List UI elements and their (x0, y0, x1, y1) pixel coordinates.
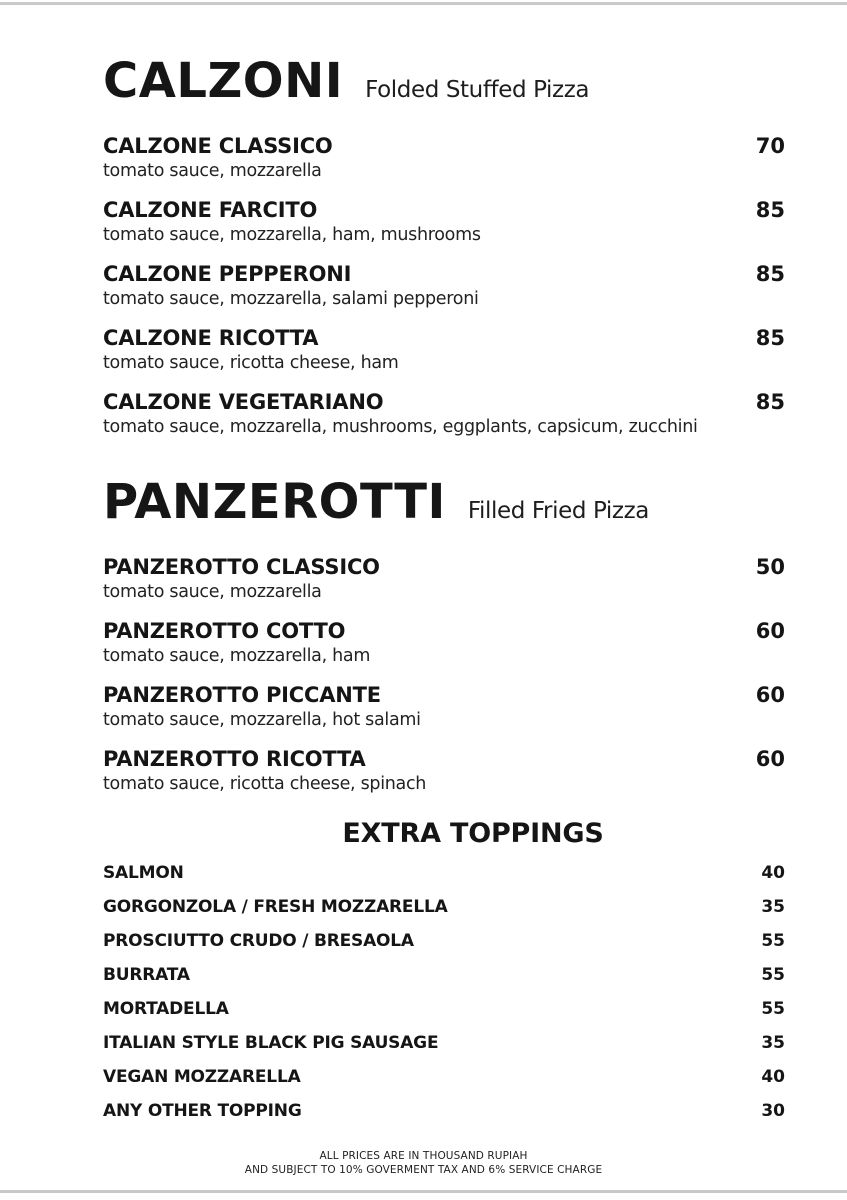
topping-name: VEGAN MOZZARELLA (103, 1067, 301, 1087)
item-price: 85 (755, 390, 785, 414)
item-description: tomato sauce, ricotta cheese, spinach (103, 774, 427, 794)
menu-item (103, 260, 785, 311)
item-row (103, 553, 785, 581)
item-description: tomato sauce, ricotta cheese, ham (103, 353, 399, 373)
item-row (103, 745, 785, 773)
item-row (103, 388, 785, 416)
topping-name: BURRATA (103, 965, 190, 985)
topping-row (103, 1066, 785, 1088)
topping-name: PROSCIUTTO CRUDO / BRESAOLA (103, 931, 414, 951)
item-row (103, 681, 785, 709)
menu-item (103, 388, 785, 439)
topping-price: 35 (761, 1033, 785, 1053)
item-name: CALZONE FARCITO (103, 198, 318, 222)
section-subtitle: Filled Fried Pizza (467, 498, 649, 524)
menu-item (103, 745, 785, 796)
section-heading-calzoni (103, 53, 785, 109)
topping-price: 40 (761, 863, 785, 883)
item-price: 85 (755, 262, 785, 286)
topping-row (103, 930, 785, 952)
topping-price: 40 (761, 1067, 785, 1087)
menu-item (103, 324, 785, 375)
topping-price: 30 (761, 1101, 785, 1121)
item-row (103, 196, 785, 224)
footer-line-1: ALL PRICES ARE IN THOUSAND RUPIAH (319, 1150, 528, 1162)
topping-row (103, 896, 785, 918)
footer-notice (0, 1150, 847, 1177)
item-description: tomato sauce, mozzarella, salami pepperoni (103, 289, 479, 309)
item-price: 60 (755, 619, 785, 643)
section-title: PANZEROTTI (103, 474, 446, 530)
menu-item (103, 553, 785, 604)
section-subtitle: Folded Stuffed Pizza (365, 77, 590, 103)
topping-name: ITALIAN STYLE BLACK PIG SAUSAGE (103, 1033, 439, 1053)
item-name: PANZEROTTO CLASSICO (103, 555, 380, 579)
item-row (103, 324, 785, 352)
item-name: CALZONE PEPPERONI (103, 262, 352, 286)
menu-item (103, 196, 785, 247)
topping-row (103, 1032, 785, 1054)
section-title: CALZONI (103, 53, 344, 109)
item-description: tomato sauce, mozzarella, ham (103, 646, 371, 666)
topping-price: 55 (761, 999, 785, 1019)
item-row (103, 132, 785, 160)
item-description: tomato sauce, mozzarella (103, 582, 322, 602)
item-row (103, 260, 785, 288)
item-price: 60 (755, 747, 785, 771)
item-name: PANZEROTTO PICCANTE (103, 683, 381, 707)
item-name: CALZONE CLASSICO (103, 134, 333, 158)
section-extra-toppings (103, 818, 785, 1122)
section-panzerotti (103, 474, 785, 796)
item-price: 60 (755, 683, 785, 707)
item-name: PANZEROTTO RICOTTA (103, 747, 366, 771)
item-row (103, 617, 785, 645)
topping-price: 55 (761, 931, 785, 951)
menu-item (103, 617, 785, 668)
topping-name: ANY OTHER TOPPING (103, 1101, 302, 1121)
topping-name: MORTADELLA (103, 999, 229, 1019)
extra-toppings-title: EXTRA TOPPINGS (342, 818, 604, 849)
item-description: tomato sauce, mozzarella, hot salami (103, 710, 421, 730)
topping-row (103, 862, 785, 884)
section-calzoni (103, 53, 785, 439)
item-price: 50 (755, 555, 785, 579)
footer-line-2: AND SUBJECT TO 10% GOVERMENT TAX AND 6% SERVICE CHARGE (244, 1163, 603, 1176)
menu-item (103, 132, 785, 183)
section-heading-panzerotti (103, 474, 785, 530)
topping-name: SALMON (103, 863, 184, 883)
topping-price: 35 (761, 897, 785, 917)
item-price: 70 (755, 134, 785, 158)
page-bottom-border (0, 1190, 847, 1193)
item-description: tomato sauce, mozzarella, mushrooms, eggplants, capsicum, zucchini (103, 417, 698, 437)
item-name: CALZONE VEGETARIANO (103, 390, 384, 414)
item-name: CALZONE RICOTTA (103, 326, 319, 350)
item-price: 85 (755, 326, 785, 350)
topping-name: GORGONZOLA / FRESH MOZZARELLA (103, 897, 448, 917)
topping-row (103, 964, 785, 986)
topping-price: 55 (761, 965, 785, 985)
topping-row (103, 998, 785, 1020)
page-top-border (0, 2, 847, 5)
item-description: tomato sauce, mozzarella, ham, mushrooms (103, 225, 481, 245)
item-price: 85 (755, 198, 785, 222)
item-name: PANZEROTTO COTTO (103, 619, 346, 643)
item-description: tomato sauce, mozzarella (103, 161, 322, 181)
menu-item (103, 681, 785, 732)
topping-row (103, 1100, 785, 1122)
